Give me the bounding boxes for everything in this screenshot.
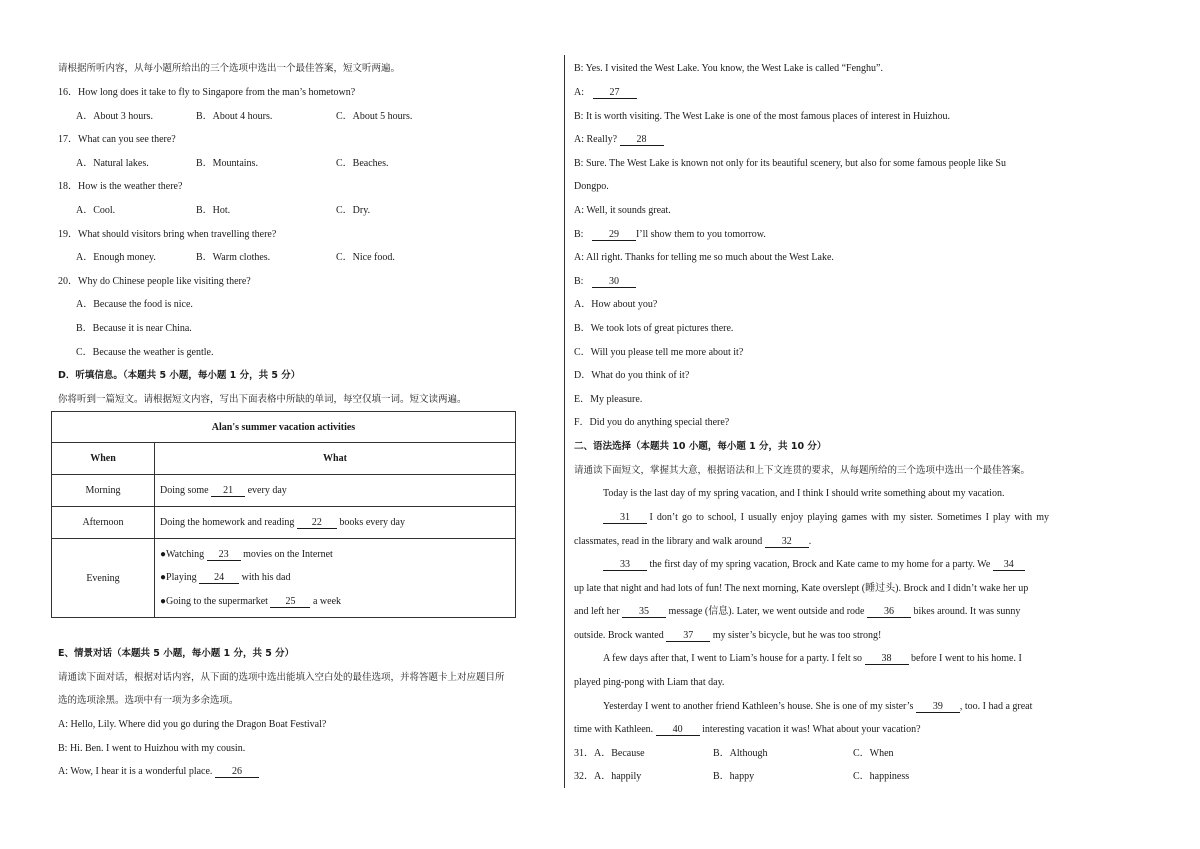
- passage-p1: Today is the last day of my spring vacation, and I think I should write something about my vacation.: [603, 488, 1005, 499]
- dialogue-text: B:: [574, 229, 584, 240]
- listening-instructions: 请根据所听内容，从每小题所给出的三个选项中选出一个最佳答案，短文听两遍。: [58, 63, 401, 74]
- section-e-instructions-1: 请通读下面对话，根据对话内容，从下面的选项中选出能填入空白处的最佳选项，并将答题卡上对应题目所: [58, 672, 505, 683]
- blank-31[interactable]: 31: [603, 512, 647, 524]
- passage-p2-line1: [603, 511, 1049, 525]
- q32-option-c: C．happiness: [853, 771, 910, 782]
- blank-38[interactable]: 38: [865, 653, 909, 665]
- table-cell-evening: Evening: [52, 539, 155, 618]
- section-e-instructions-2: 选的选项涂黑。选项中有一项为多余选项。: [58, 695, 239, 706]
- blank-33[interactable]: 33: [603, 559, 647, 571]
- dialogue-option-c: C．Will you please tell me more about it?: [574, 347, 744, 358]
- passage-text: .: [808, 536, 812, 547]
- question-16: 16．How long does it take to fly to Singapore from the man’s hometown?: [58, 87, 356, 98]
- blank-37[interactable]: 37: [666, 630, 710, 642]
- activity-text: Doing some: [160, 484, 209, 496]
- q16-option-c: C．About 5 hours.: [336, 111, 413, 122]
- blank-26[interactable]: 26: [215, 766, 259, 778]
- blank-22[interactable]: 22: [297, 517, 337, 529]
- dialogue-line-6: B: It is worth visiting. The West Lake is one of the most famous places of interest in Huizhou.: [574, 111, 950, 122]
- question-18: 18．How is the weather there?: [58, 181, 183, 192]
- passage-text: A few days after that, I went to Liam’s house for a party. I felt so: [603, 653, 862, 664]
- dialogue-text: I’ll show them to you tomorrow.: [635, 229, 766, 240]
- section-d-title: D．听填信息。（本题共 5 小题，每小题 1 分，共 5 分）: [58, 370, 301, 381]
- activity-text: Doing the homework and reading: [160, 516, 295, 528]
- blank-34[interactable]: 34: [993, 559, 1025, 571]
- q17-option-a: A．Natural lakes.: [76, 158, 149, 169]
- blank-39[interactable]: 39: [916, 701, 960, 713]
- q31-option-a: 31．A．Because: [574, 748, 645, 759]
- passage-text: I don’t go to school, I usually enjoy playing games with my sister. Sometimes I play with my: [649, 512, 1049, 523]
- passage-text: , too. I had a great: [959, 701, 1033, 712]
- passage-text: interesting vacation it was! What about your vacation?: [702, 724, 921, 735]
- evening-activity-2: [160, 566, 510, 590]
- q20-option-b: B．Because it is near China.: [76, 323, 192, 334]
- dialogue-option-e: E．My pleasure.: [574, 394, 643, 405]
- passage-p4-line2: played ping-pong with Liam that day.: [574, 677, 725, 688]
- passage-p3-line2: up late that night and had lots of fun! The next morning, Kate overslept (睡过头). Brock and I didn’t wake her up: [574, 583, 1029, 594]
- passage-p3-line1: [603, 558, 1025, 572]
- table-cell-morning: Morning: [52, 475, 155, 507]
- section-2-instructions: 请通读下面短文，掌握其大意，根据语法和上下文连贯的要求，从每题所给的三个选项中选出一个最佳答案。: [574, 465, 1031, 476]
- q20-option-c: C．Because the weather is gentle.: [76, 347, 214, 358]
- q18-option-b: B．Hot.: [196, 205, 231, 216]
- q32-option-a: 32．A．happily: [574, 771, 642, 782]
- dialogue-line-4: B: Yes. I visited the West Lake. You know, the West Lake is called “Fenghu”.: [574, 63, 883, 74]
- dialogue-text: A: Really?: [574, 134, 618, 145]
- blank-40[interactable]: 40: [656, 724, 700, 736]
- dialogue-line-5: [574, 86, 637, 100]
- q17-option-b: B．Mountains.: [196, 158, 258, 169]
- section-d-instructions: 你将听到一篇短文。请根据短文内容，写出下面表格中所缺的单词，每空仅填一词。短文读两遍。: [58, 394, 467, 405]
- dialogue-line-7: [574, 133, 664, 147]
- blank-35[interactable]: 35: [622, 606, 666, 618]
- table-cell-evening-activities: [155, 539, 516, 618]
- evening-activity-1: [160, 543, 510, 567]
- passage-text: before I went to his home. I: [911, 653, 1022, 664]
- q20-option-a: A．Because the food is nice.: [76, 299, 193, 310]
- q18-option-a: A．Cool.: [76, 205, 116, 216]
- activity-text: ●Going to the supermarket: [160, 595, 268, 607]
- q18-option-c: C．Dry.: [336, 205, 371, 216]
- dialogue-line-3: [58, 765, 259, 779]
- q31-option-c: C．When: [853, 748, 894, 759]
- passage-text: bikes around. It was sunny: [913, 606, 1021, 617]
- blank-21[interactable]: 21: [211, 485, 245, 497]
- dialogue-line-8-cont: Dongpo.: [574, 181, 609, 192]
- question-17: 17．What can you see there?: [58, 134, 176, 145]
- blank-29[interactable]: 29: [592, 229, 636, 241]
- section-2-title: 二、语法选择（本题共 10 小题，每小题 1 分，共 10 分）: [574, 441, 827, 452]
- q16-option-a: A．About 3 hours.: [76, 111, 153, 122]
- section-e-title: E、情景对话（本题共 5 小题，每小题 1 分，共 5 分）: [58, 648, 295, 659]
- question-20: 20．Why do Chinese people like visiting there?: [58, 276, 251, 287]
- passage-text: the first day of my spring vacation, Brock and Kate came to my home for a party. We: [649, 559, 991, 570]
- dialogue-text: A: Wow, I hear it is a wonderful place.: [58, 766, 213, 777]
- activity-text: ●Playing: [160, 572, 197, 584]
- passage-p3-line3: [574, 605, 1020, 619]
- dialogue-option-a: A．How about you?: [574, 299, 658, 310]
- table-header-when: When: [52, 443, 155, 475]
- blank-32[interactable]: 32: [765, 536, 809, 548]
- activity-text: books every day: [339, 516, 405, 528]
- passage-text: message (信息). Later, we went outside and rode: [668, 606, 865, 617]
- dialogue-text: B:: [574, 276, 584, 287]
- dialogue-line-12: [574, 275, 636, 289]
- table-header-what: What: [155, 443, 516, 475]
- dialogue-option-d: D．What do you think of it?: [574, 370, 690, 381]
- blank-28[interactable]: 28: [620, 134, 664, 146]
- dialogue-option-f: F．Did you do anything special there?: [574, 417, 730, 428]
- dialogue-line-2: B: Hi. Ben. I went to Huizhou with my cousin.: [58, 743, 246, 754]
- blank-27[interactable]: 27: [593, 87, 637, 99]
- dialogue-option-b: B．We took lots of great pictures there.: [574, 323, 734, 334]
- q19-option-a: A．Enough money.: [76, 252, 156, 263]
- passage-text: my sister’s bicycle, but he was too strong!: [712, 630, 882, 641]
- activity-text: every day: [247, 484, 287, 496]
- passage-p4-line1: [603, 652, 1022, 666]
- dialogue-line-1: A: Hello, Lily. Where did you go during the Dragon Boat Festival?: [58, 719, 327, 730]
- evening-activity-3: [160, 590, 510, 614]
- passage-text: and left her: [574, 606, 620, 617]
- vacation-activities-table: [51, 411, 516, 618]
- passage-p2-line2: [574, 535, 811, 549]
- blank-24[interactable]: 24: [199, 572, 239, 584]
- blank-25[interactable]: 25: [270, 596, 310, 608]
- table-title: Alan's summer vacation activities: [52, 412, 516, 443]
- q16-option-b: B．About 4 hours.: [196, 111, 273, 122]
- activity-text: ●Watching: [160, 548, 205, 560]
- blank-36[interactable]: 36: [867, 606, 911, 618]
- passage-text: classmates, read in the library and walk around: [574, 536, 763, 547]
- q17-option-c: C．Beaches.: [336, 158, 389, 169]
- column-divider: [564, 55, 565, 788]
- q31-option-b: B．Although: [713, 748, 768, 759]
- blank-23[interactable]: 23: [207, 549, 241, 561]
- table-cell-afternoon-activity: [155, 507, 516, 539]
- passage-p3-line4: [574, 629, 881, 643]
- dialogue-text: A:: [574, 87, 584, 98]
- dialogue-line-9: A: Well, it sounds great.: [574, 205, 671, 216]
- passage-text: Yesterday I went to another friend Kathleen’s house. She is one of my sister’s: [603, 701, 914, 712]
- q19-option-b: B．Warm clothes.: [196, 252, 271, 263]
- dialogue-line-11: A: All right. Thanks for telling me so much about the West Lake.: [574, 252, 834, 263]
- table-cell-morning-activity: [155, 475, 516, 507]
- passage-text: outside. Brock wanted: [574, 630, 664, 641]
- q32-option-b: B．happy: [713, 771, 755, 782]
- activity-text: a week: [312, 595, 342, 607]
- dialogue-line-8: B: Sure. The West Lake is known not only for its beautiful scenery, but also for some famous people like Su: [574, 158, 1006, 169]
- passage-text: time with Kathleen.: [574, 724, 654, 735]
- activity-text: with his dad: [241, 572, 291, 584]
- activity-text: movies on the Internet: [243, 548, 333, 560]
- passage-p5-line2: [574, 723, 921, 737]
- question-19: 19．What should visitors bring when travelling there?: [58, 229, 277, 240]
- q19-option-c: C．Nice food.: [336, 252, 395, 263]
- blank-30[interactable]: 30: [592, 276, 636, 288]
- passage-p5-line1: [603, 700, 1032, 714]
- table-cell-afternoon: Afternoon: [52, 507, 155, 539]
- dialogue-line-10: [574, 228, 766, 242]
